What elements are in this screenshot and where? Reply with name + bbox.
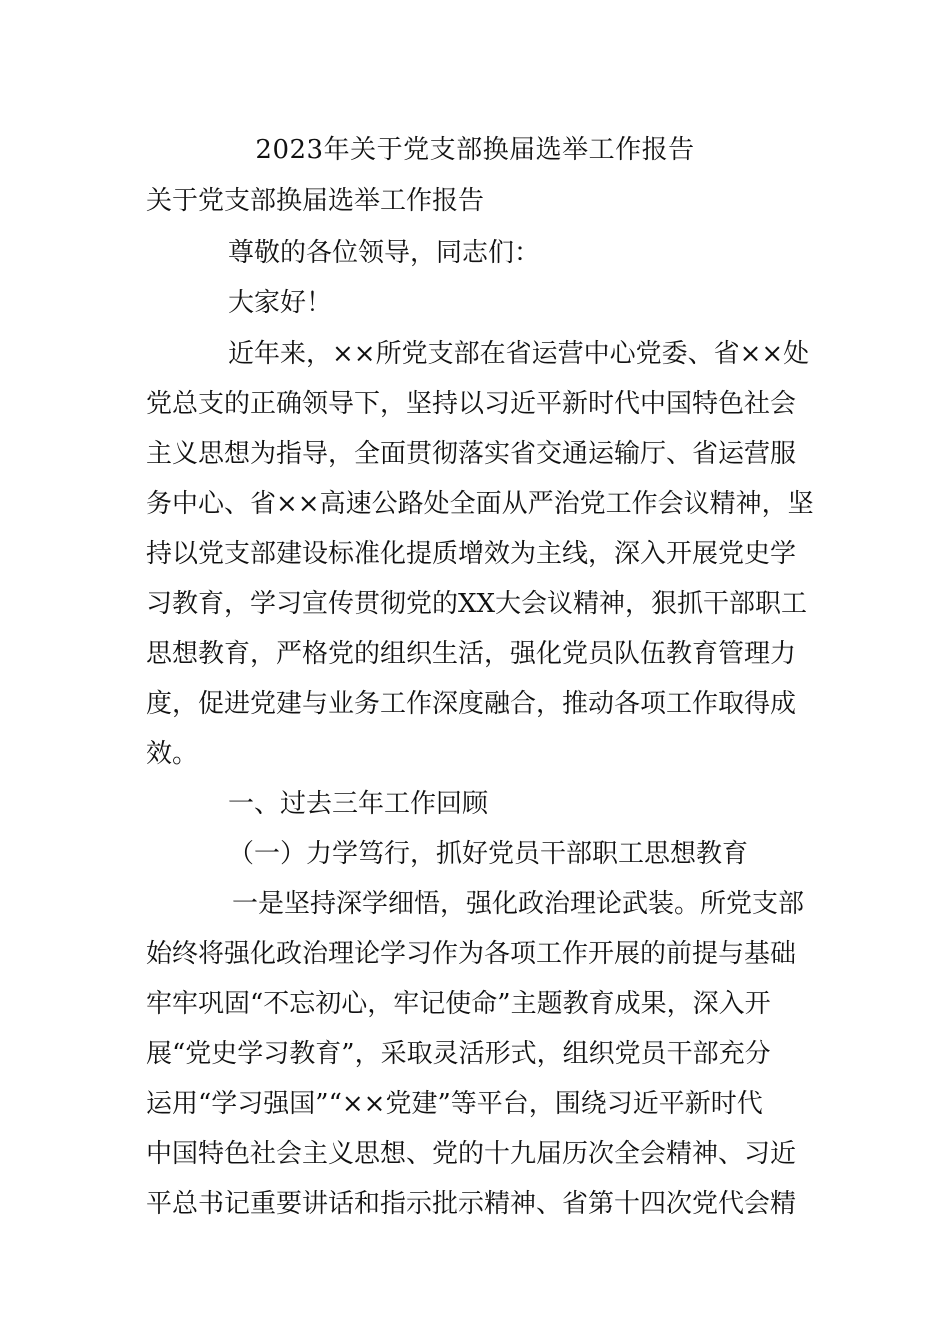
paragraph-line: 始终将强化政治理论学习作为各项工作开展的前提与基础 xyxy=(146,939,797,969)
paragraph-line: 持以党支部建设标准化提质增效为主线，深入开展党史学 xyxy=(146,539,797,569)
paragraph-line: 主义思想为指导，全面贯彻落实省交通运输厅、省运营服 xyxy=(146,439,797,469)
subsection-heading: （一）力学笃行，抓好党员干部职工思想教育 xyxy=(228,839,749,869)
paragraph-line: 思想教育，严格党的组织生活，强化党员队伍教育管理力 xyxy=(146,639,797,669)
paragraph-line: 中国特色社会主义思想、党的十九届历次全会精神、习近 xyxy=(146,1139,797,1169)
paragraph-line: 平总书记重要讲话和指示批示精神、省第十四次党代会精 xyxy=(146,1189,797,1219)
paragraph-line: 运用“学习强国”“××党建”等平台，围绕习近平新时代 xyxy=(146,1089,763,1119)
greeting: 大家好！ xyxy=(228,288,333,318)
paragraph-line: 党总支的正确领导下，坚持以习近平新时代中国特色社会 xyxy=(146,389,797,419)
paragraph-line: 度，促进党建与业务工作深度融合，推动各项工作取得成 xyxy=(146,689,797,719)
paragraph-line: 展“党史学习教育”，采取灵活形式，组织党员干部充分 xyxy=(146,1039,771,1069)
paragraph-line: 习教育，学习宣传贯彻党的XX大会议精神，狠抓干部职工 xyxy=(146,589,808,619)
section-heading: 一、过去三年工作回顾 xyxy=(228,789,489,819)
paragraph-line: 一是坚持深学细悟，强化政治理论武装。所党支部 xyxy=(232,889,805,919)
paragraph-line: 效。 xyxy=(146,739,199,769)
document-title: 2023年关于党支部换届选举工作报告 xyxy=(255,135,695,165)
paragraph-line: 务中心、省××高速公路处全面从严治党工作会议精神，坚 xyxy=(146,489,814,519)
document-subtitle: 关于党支部换届选举工作报告 xyxy=(146,186,485,216)
salutation: 尊敬的各位领导，同志们： xyxy=(228,238,541,268)
paragraph-line: 近年来，××所党支部在省运营中心党委、省××处 xyxy=(228,339,810,369)
paragraph-line: 牢牢巩固“不忘初心，牢记使命”主题教育成果，深入开 xyxy=(146,989,771,1019)
